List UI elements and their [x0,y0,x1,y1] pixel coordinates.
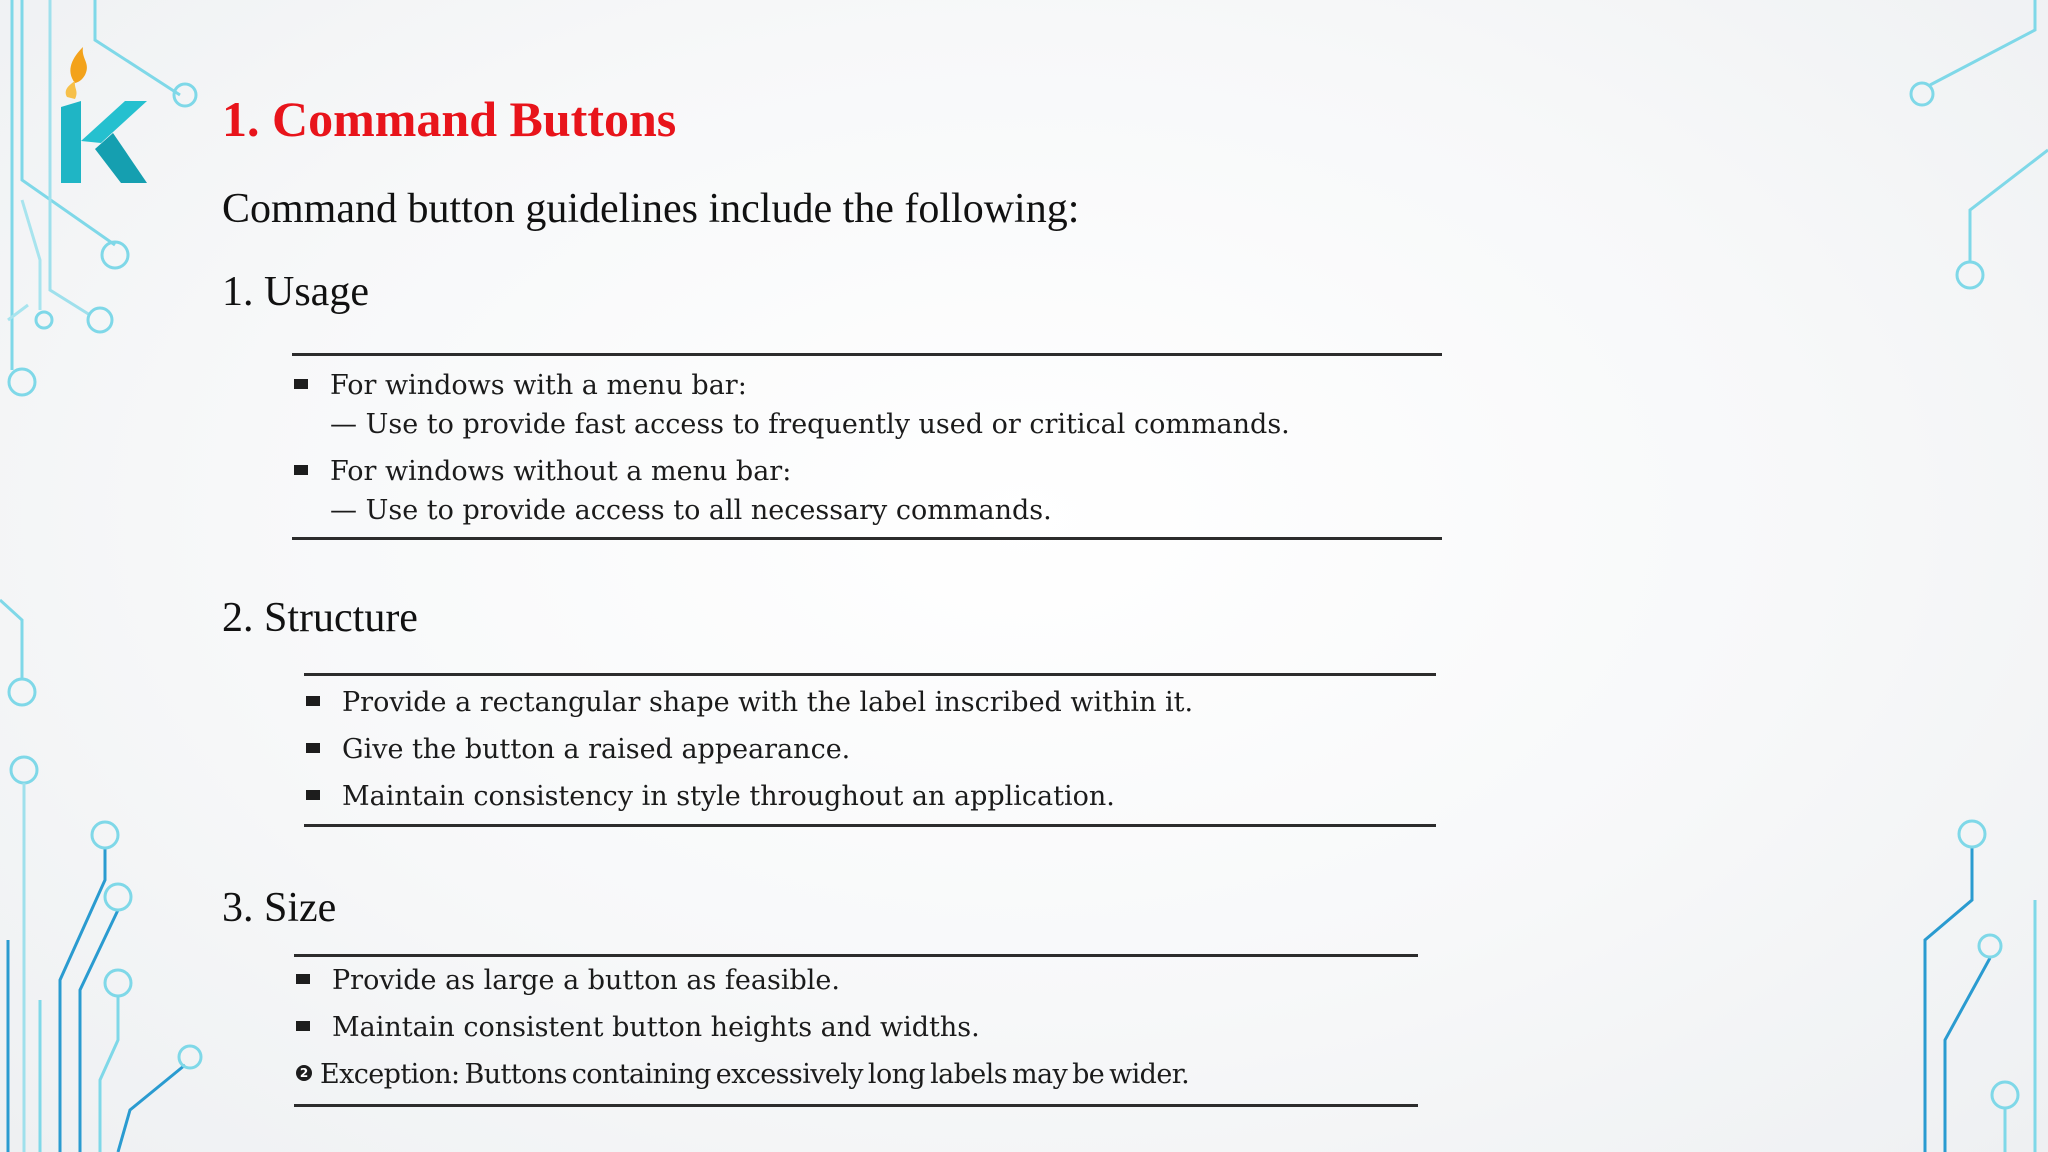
bullet-icon [296,1021,310,1031]
size-heading: 3. Size [222,885,337,931]
bullet-icon [296,974,310,984]
bullet-icon [306,696,320,706]
list-item: Maintain consistency in style throughout an application. [306,781,1115,812]
slide-title: 1. Command Buttons [222,91,677,147]
list-item: Provide as large a button as feasible. [296,965,840,996]
bullet-icon [294,465,308,475]
list-item: For windows without a menu bar: [294,456,791,487]
bullet-icon [306,790,320,800]
bullet-icon [294,379,308,389]
structure-guidelines-box [304,673,1436,827]
list-item: Provide a rectangular shape with the label inscribed within it. [306,687,1193,718]
list-item: Maintain consistent button heights and widths. [296,1012,980,1043]
usage-heading: 1. Usage [222,269,369,315]
list-item: Give the button a raised appearance. [306,734,850,765]
number-marker-icon: 2 [296,1065,312,1081]
list-subitem: — Use to provide access to all necessary commands. [330,495,1052,526]
usage-guidelines-box [292,353,1442,540]
size-guidelines-box [294,954,1418,1107]
intro-text: Command button guidelines include the following: [222,186,1080,232]
list-subitem: — Use to provide fast access to frequently used or critical commands. [330,409,1290,440]
structure-heading: 2. Structure [222,595,418,641]
exception-note: 2 Exception: Buttons containing excessively long labels may be wider. [296,1059,1189,1090]
k-logo-icon [55,45,150,185]
list-item: For windows with a menu bar: [294,370,747,401]
bullet-icon [306,743,320,753]
